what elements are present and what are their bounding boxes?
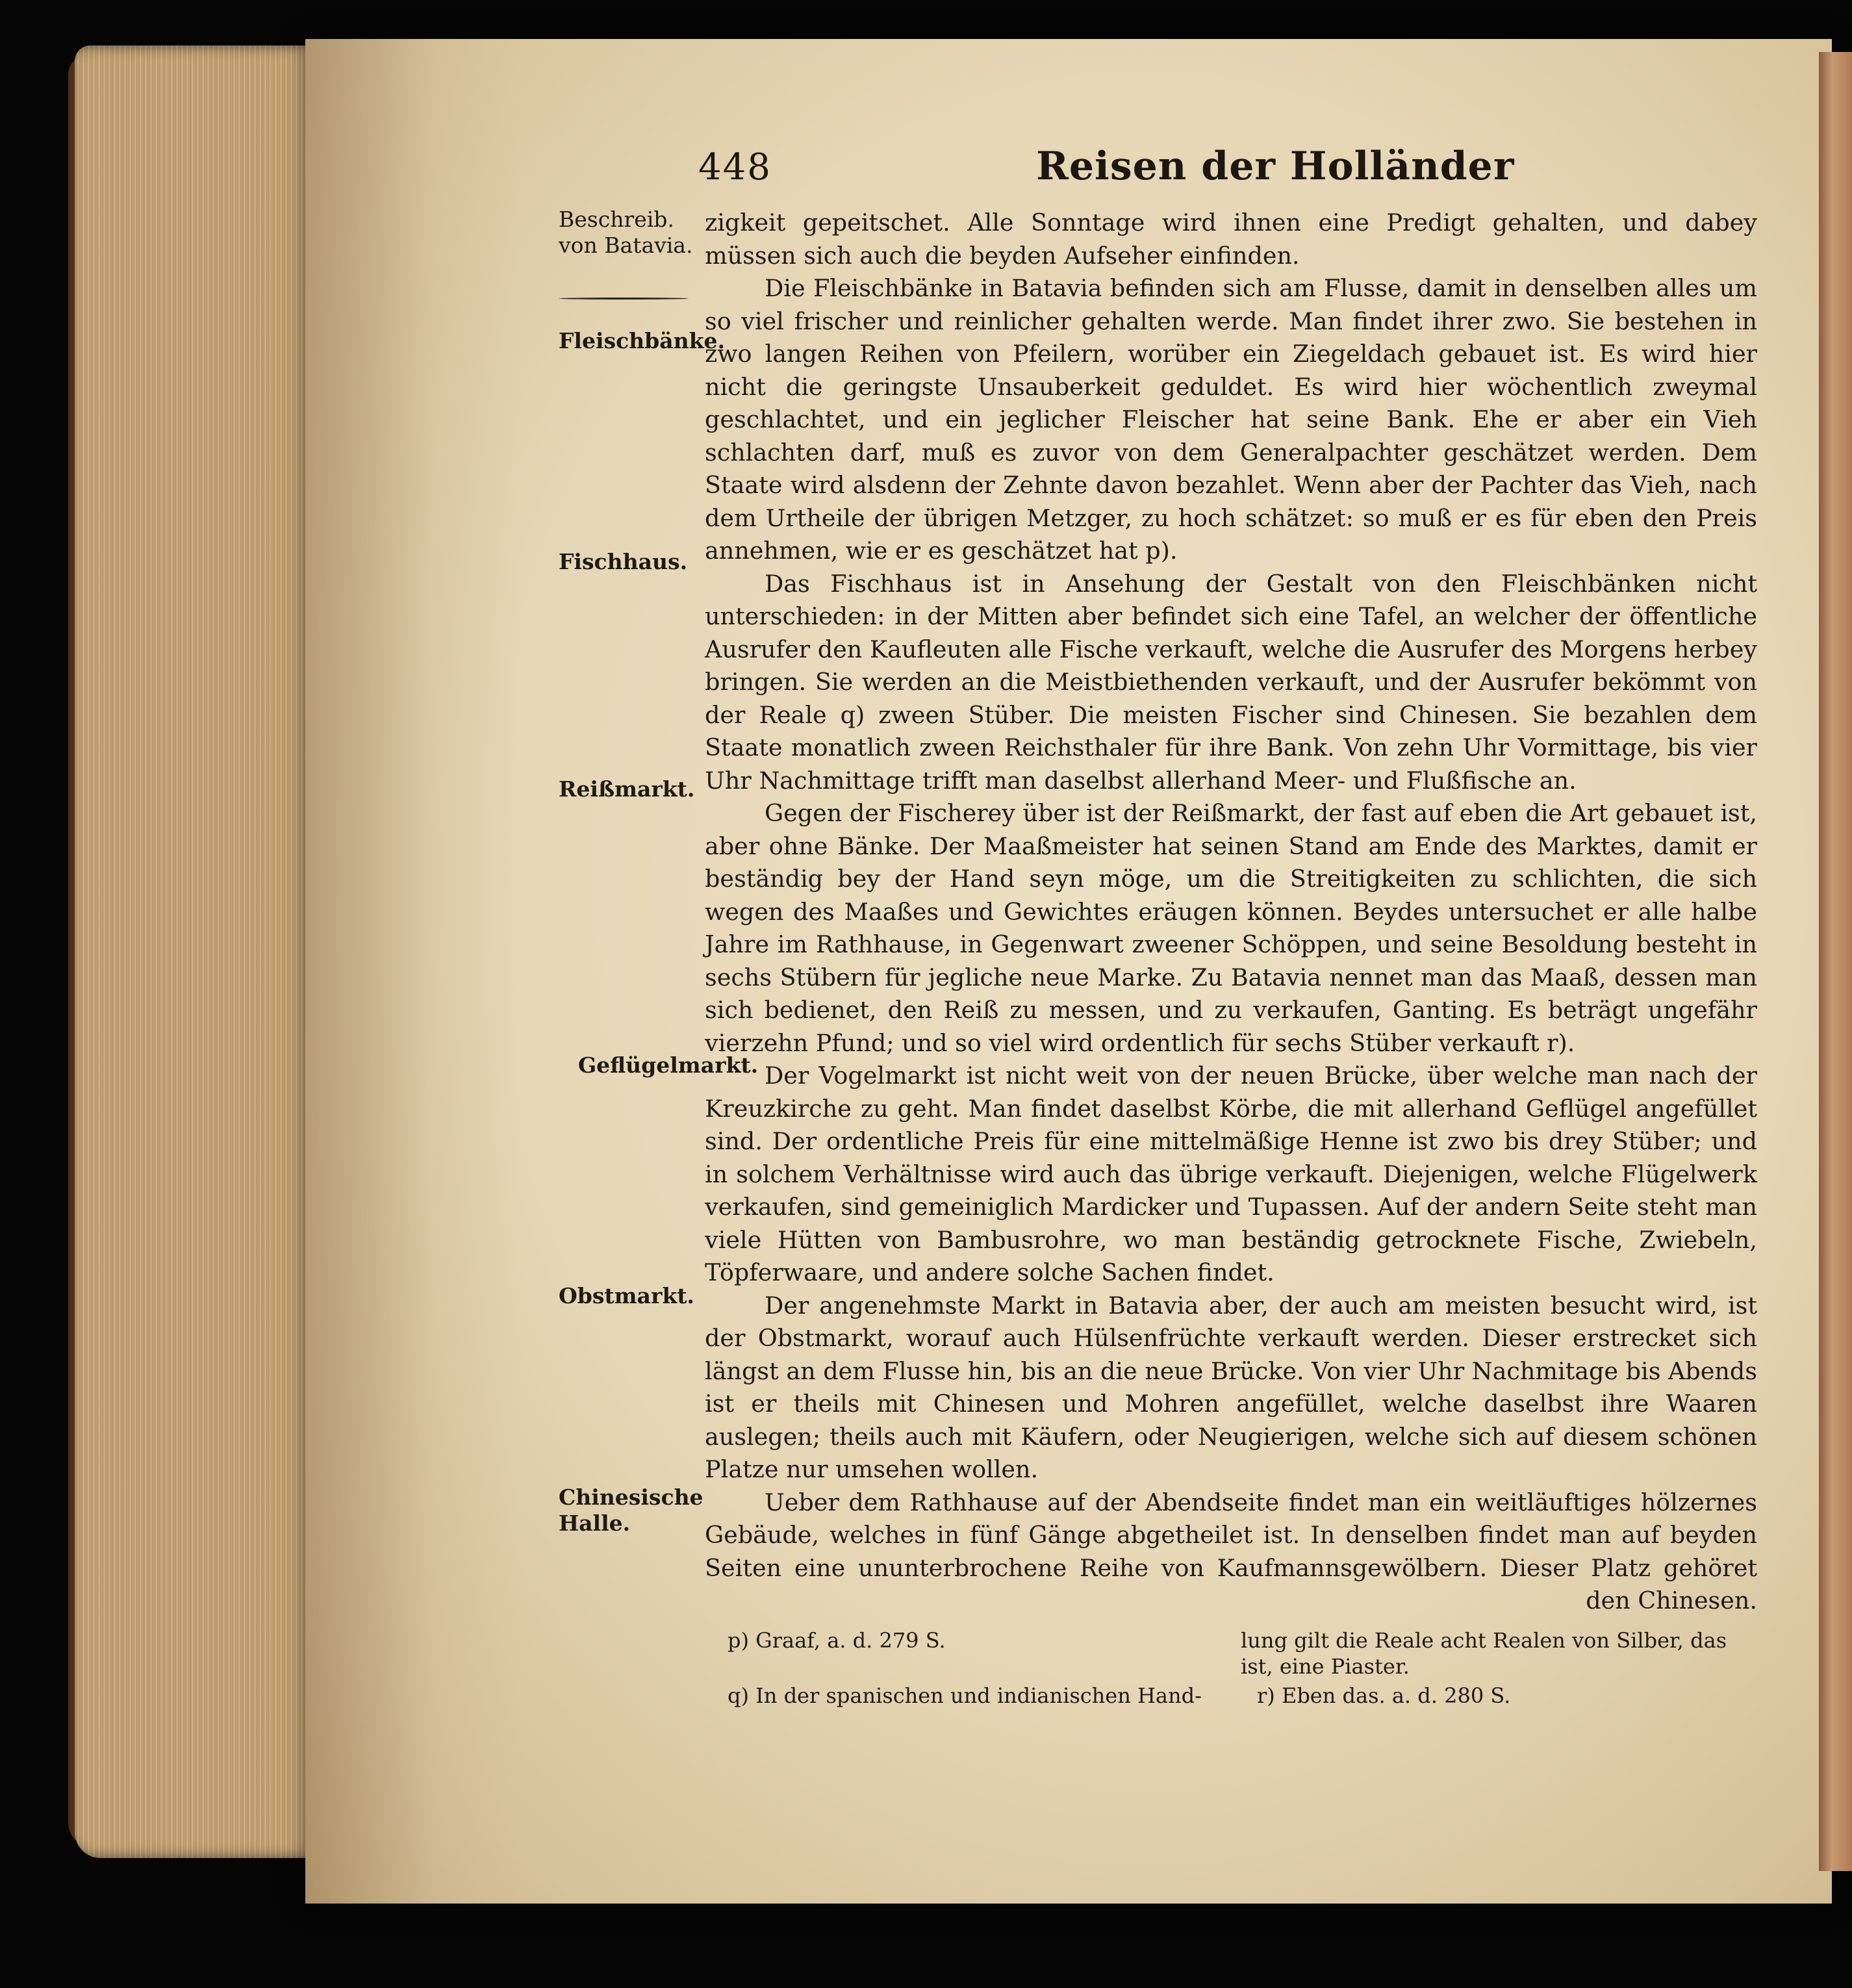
margin-note-fleischbaenke: Fleischbänke. bbox=[559, 328, 725, 353]
paragraph-fischhaus: Das Fischhaus ist in Ansehung der Gestalt von den Fleischbänken nicht unterschieden: in der Mitten aber befindet sich eine Tafel, an welcher der öffentliche Ausrufer den Kaufleuten alle Fische verkauft, welche die Ausrufer des Morgens herbey bringen. Sie werden an die Meistbiethenden verkauft, und der Ausrufer bekömmt von der Reale q) zween Stüber. Die meisten Fischer sind Chinesen. Sie bezahlen dem Staate monatlich zween Reichsthaler für ihre Bank. Von zehn Uhr Vormittage, bis vier Uhr Nachmittage trifft man daselbst allerhand Meer- und Flußfische an. bbox=[705, 569, 1757, 795]
paragraph-intro: zigkeit gepeitschet. Alle Sonntage wird ihnen eine Predigt gehalten, und dabey müssen sich auch die beyden Aufseher einfinden. bbox=[705, 209, 1757, 270]
margin-note-rule bbox=[559, 298, 689, 299]
paragraph-vogelmarkt: Der Vogelmarkt ist nicht weit von der neuen Brücke, über welche man nach der Kreuzkirche zu geht. Man findet daselbst Körbe, die mit allerhand Geflügel angefüllet sind. Der ordentliche Preis für eine mittelmäßige Henne ist zwo bis drey Stüber; und in solchem Verhältnisse wird auch das übrige verkauft. Diejenigen, welche Flügelwerk verkaufen, sind gemeiniglich Mardicker und Tupassen. Auf der andern Seite steht man viele Hütten von Bambusrohre, wo man beständig getrocknete Fische, Zwiebeln, Töpferwaare, und andere solche Sachen findet. bbox=[705, 1062, 1757, 1286]
page-fold-shadow bbox=[305, 39, 520, 1904]
footnote-p: p) Graaf, a. d. 279 S. bbox=[728, 1628, 946, 1653]
margin-note-beschreibung: Beschreib. von Batavia. bbox=[559, 207, 693, 258]
paragraph-fleischbaenke: Die Fleischbänke in Batavia befinden sich am Flusse, damit in denselben alles um so viel frischer und reinlicher gehalten werde. Man findet ihrer zwo. Sie bestehen in zwo langen Reihen von Pfeilern, worüber ein Ziegeldach gebauet ist. Es wird hier nicht die geringste Unsauberkeit geduldet. Es wird hier wöchentlich zweymal geschlachtet, und ein jeglicher Fleischer hat seine Bank. Ehe er aber ein Vieh schlachten darf, muß es zuvor von dem Generalpachter geschätzet werden. Dem Staate wird alsdenn der Zehnte davon bezahlet. Wenn aber der Pachter das Vieh, nach dem Urtheile der übrigen Metzger, zu hoch schätzet: so muß er es für eben den Preis annehmen, wie er es geschätzet hat p). bbox=[705, 274, 1757, 565]
margin-note-reissmarkt: Reißmarkt. bbox=[559, 776, 695, 802]
facing-page-sliver bbox=[1819, 52, 1852, 1871]
running-head-title: Reisen der Holländer bbox=[1036, 144, 1515, 189]
margin-note-obstmarkt: Obstmarkt. bbox=[559, 1283, 694, 1308]
paragraph-obstmarkt: Der angenehmste Markt in Batavia aber, der auch am meisten besucht wird, ist der Obstmarkt, worauf auch Hülsenfrüchte verkauft werden. Dieser erstrecket sich längst an dem Flusse hin, bis an die neue Brücke. Von vier Uhr Nachmitage bis Abends ist er theils mit Chinesen und Mohren angefüllet, welche daselbst ihre Waaren auslegen; theils auch mit Käufern, oder Neugierigen, welche sich auf diesem schönen Platze nur umsehen wollen. bbox=[705, 1291, 1757, 1483]
footnote-q-continued: lung gilt die Reale acht Realen von Silber, das ist, eine Piaster. bbox=[1241, 1628, 1727, 1679]
main-text bbox=[705, 207, 1757, 1618]
margin-note-fischhaus: Fischhaus. bbox=[559, 549, 688, 574]
margin-note-chinesische-halle: Chinesische Halle. bbox=[559, 1485, 704, 1536]
page-number: 448 bbox=[698, 146, 772, 188]
footnote-q: q) In der spanischen und indianischen Hand- bbox=[728, 1683, 1202, 1708]
paragraph-reissmarkt: Gegen der Fischerey über ist der Reißmarkt, der fast auf eben die Art gebauet ist, aber ohne Bänke. Der Maaßmeister hat seinen Stand am Ende des Marktes, damit er beständig bey der Hand seyn möge, um die Streitigkeiten zu schlichten, die sich wegen des Maaßes und Gewichtes eräugen können. Beydes untersuchet er alle halbe Jahre im Rathhause, in Gegenwart zweener Schöppen, und seine Besoldung besteht in sechs Stübern für jegliche neue Marke. Zu Batavia nennet man das Maaß, dessen man sich bedienet, den Reiß zu messen, und zu verkaufen, Ganting. Es beträgt ungefähr vierzehn Pfund; und so viel wird ordentlich für sechs Stüber verkauft r). bbox=[705, 799, 1757, 1057]
footnote-r: r) Eben das. a. d. 280 S. bbox=[1257, 1683, 1511, 1708]
paragraph-chinesische-halle: Ueber dem Rathhause auf der Abendseite findet man ein weitläuftiges hölzernes Gebäude, welches in fünf Gänge abgetheilet ist. In denselben findet man auf beyden Seiten eine ununterbrochene Reihe von Kaufmannsgewölbern. Dieser Platz gehöret den Chinesen. bbox=[705, 1488, 1757, 1614]
margin-note-gefluegelmarkt: Geflügelmarkt. bbox=[578, 1052, 759, 1078]
running-head bbox=[698, 146, 1783, 198]
